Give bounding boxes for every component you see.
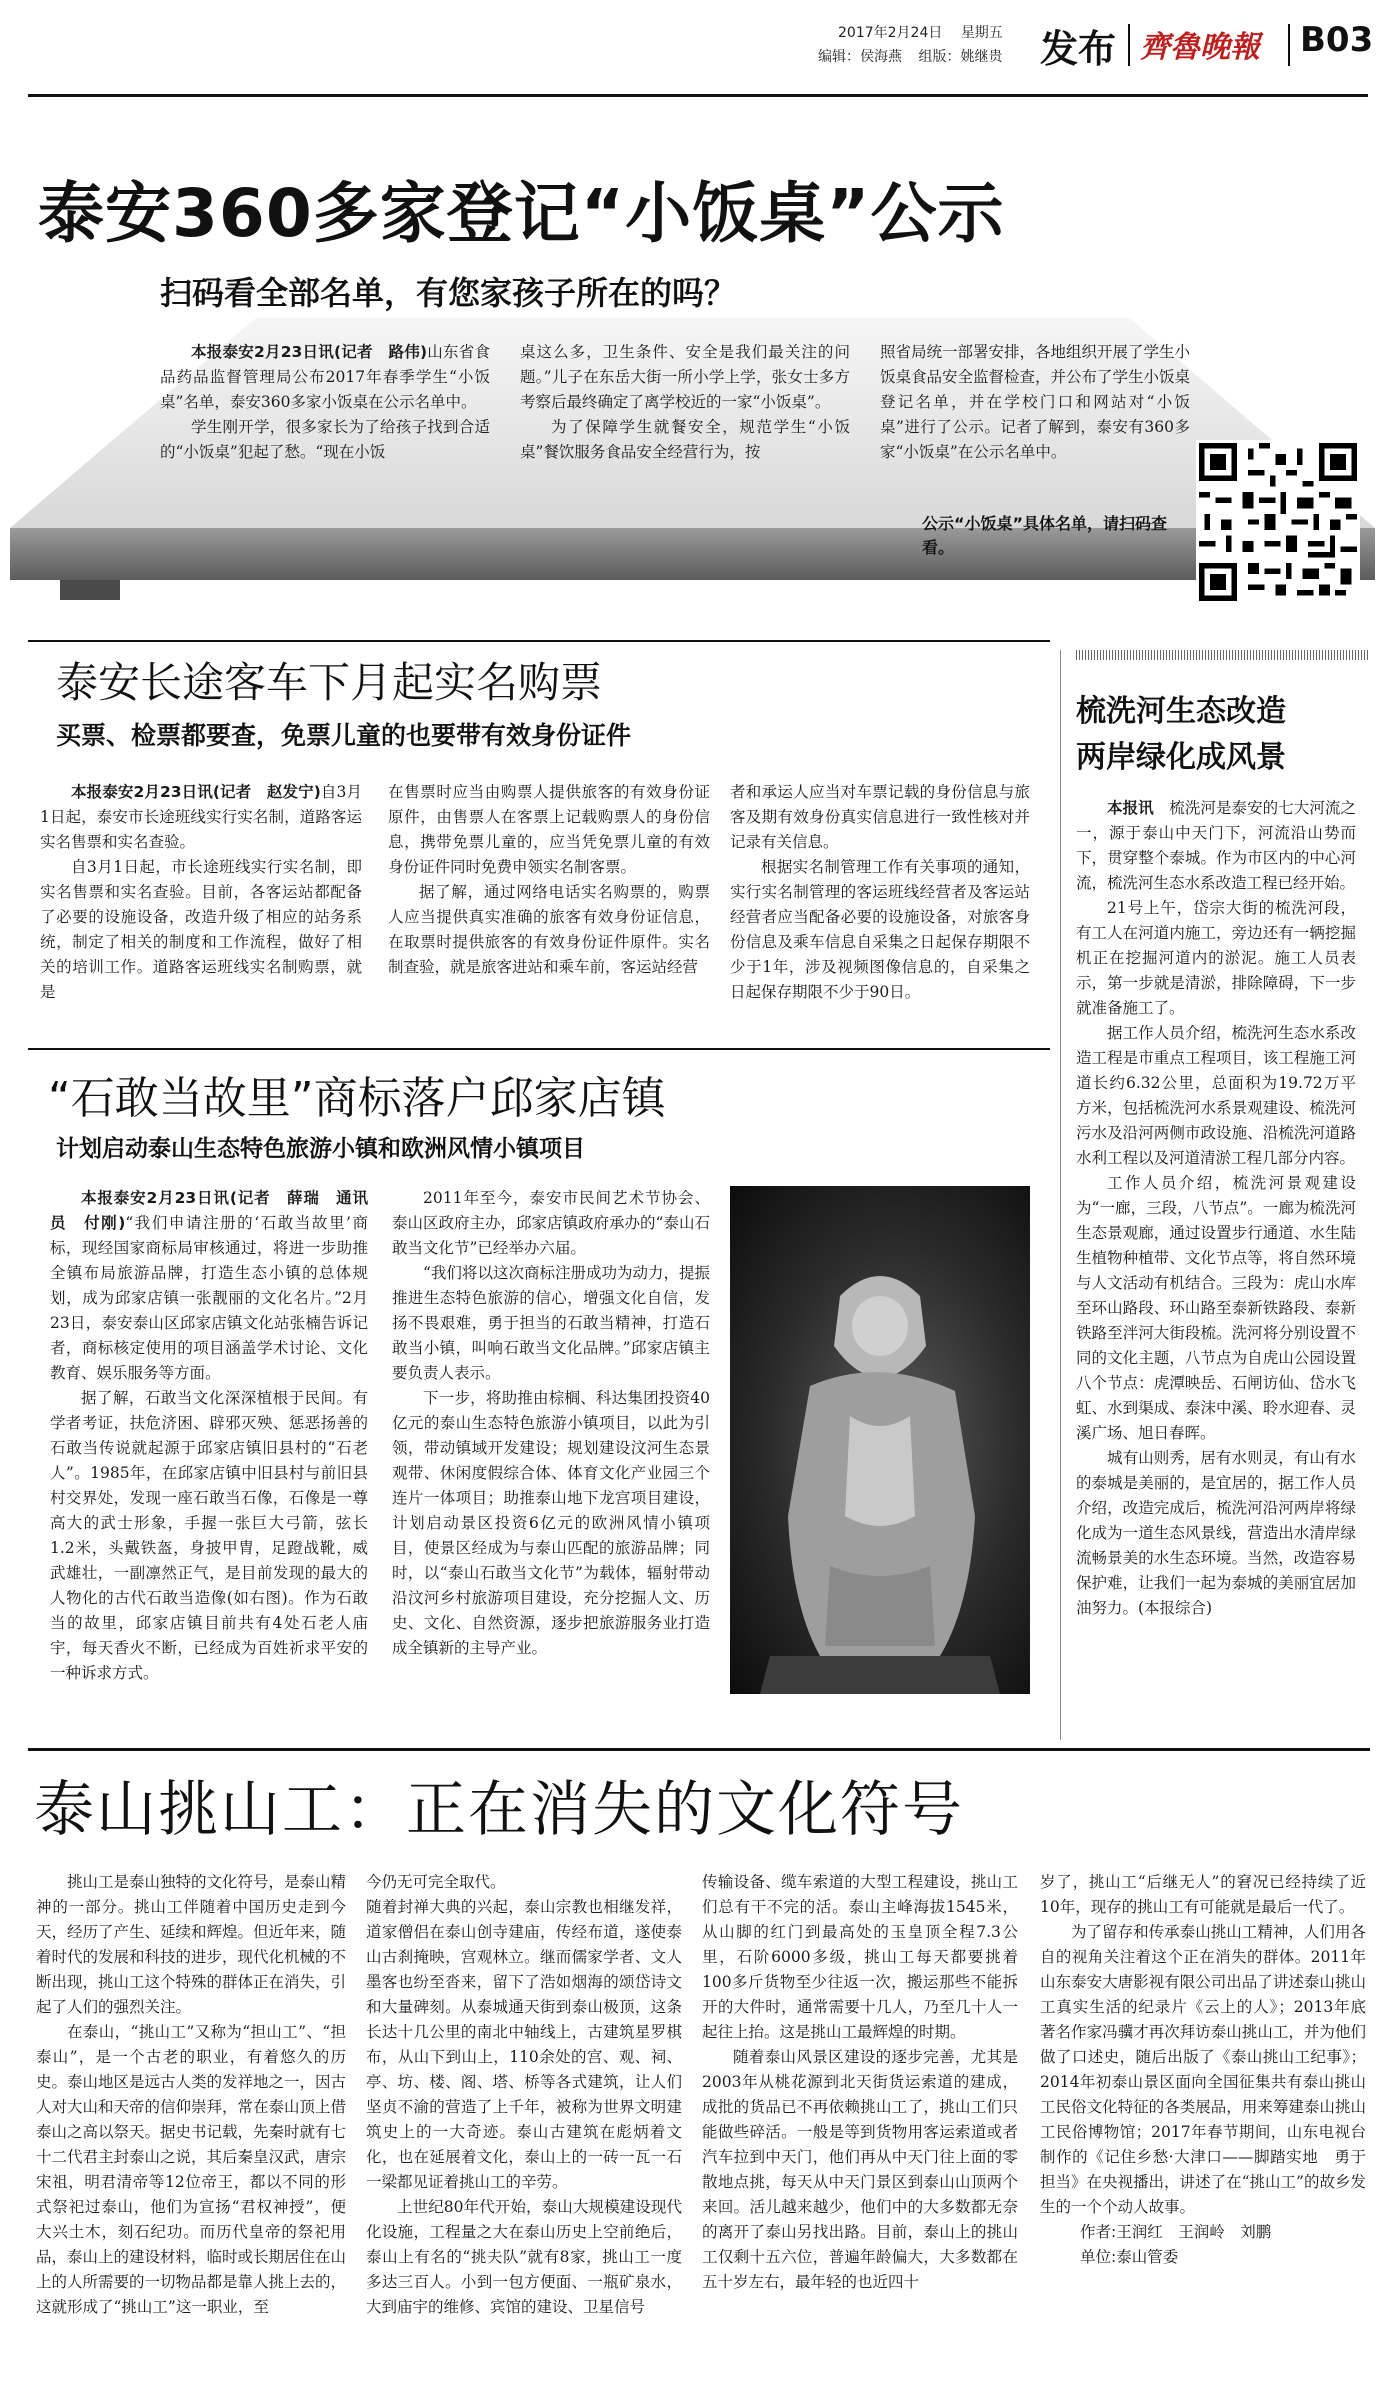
article1-col3 (880, 340, 1190, 465)
article3-text2c: 下一步，将助推由棕榈、科达集团投资40亿元的泰山生态特色旅游小镇项目，以此为引领，带动镇域开发建设；规划建设汶河生态景观带、休闲度假综合体、体育文化产业园三个连片一体项目；助推泰山地下龙宫项目建设，计划启动景区投资6亿元的欧洲风情小镇项目，使景区经成为与泰山匹配的旅游品牌；同时，以“泰山石敢当文化节”为载体，辐射带动沿汶河乡村旅游项目建设，充分挖掘人文、历史、文化、自然资源，逐步把旅游服务业打造成全镇新的主导产业。 (392, 1389, 710, 1657)
article3-subtitle: 计划启动泰山生态特色旅游小镇和欧洲风情小镇项目 (56, 1136, 585, 1162)
article1-text2a: 桌这么多，卫生条件、安全是我们最关注的问题。”儿子在东岳大街一所小学上学，张女士多方考察后最终确定了离学校近的一家“小饭桌”。 (520, 343, 850, 411)
article4-col3 (702, 1870, 1018, 2295)
editor: 编辑：侯海燕 (818, 49, 902, 65)
article4-text4a: 岁了，挑山工“后继无人”的窘况已经持续了近10年，现存的挑山工有可能就是最后一代了。 (1040, 1873, 1366, 1916)
sidebar-left-rule (1060, 650, 1061, 1740)
article3-col2 (392, 1186, 710, 1661)
header-divider (1128, 24, 1130, 66)
article2-byline: 本报泰安2月23日讯(记者 赵发宁) (71, 783, 321, 801)
sidebar-title-line2: 两岸绿化成风景 (1076, 740, 1286, 775)
article4-text2b: 随着封禅大典的兴起，泰山宗教也相继发祥，道家僧侣在泰山创寺建庙，传经布道，遂使泰山古刹掩映，宫观林立。继而儒家学者、文人墨客也纷至沓来，留下了浩如烟海的颂岱诗文和大量碑刻。从泰城通天街到泰山极顶，这条长达十几公里的南北中轴线上，古建筑星罗棋布，从山下到山上，110余处的宫、观、祠、亭、坊、楼、阁、塔、桥等各式建筑，让人们坚贞不渝的营造了上千年，被称为世界文明建筑史上的一大奇迹。泰山古建筑在彪炳着文化，也在延展着文化，泰山上的一砖一瓦一石一梁都见证着挑山工的辛劳。 (366, 1898, 682, 2191)
sidebar-text3: 据工作人员介绍，梳洗河生态水系改造工程是市重点工程项目，该工程施工河道长约6.32公里，总面积为19.72万平方米，包括梳洗河水系景观建设、梳洗河污水及沿河两侧市政设施、沿梳洗河道路水利工程以及河道清淤工程几部分内容。 (1076, 1024, 1356, 1167)
article4-col2 (366, 1870, 682, 2320)
article3-byline: 本报泰安2月23日讯(记者 薛瑞 通讯员 付刚) (50, 1189, 368, 1232)
article2-col3 (730, 780, 1030, 1005)
article3-text2a: 2011年至今，泰安市民间艺术节协会、泰山区政府主办，邱家店镇政府承办的“泰山石敢当文化节”已经举办六届。 (392, 1189, 710, 1257)
article2-text3b: 根据实名制管理工作有关事项的通知，实行实名制管理的客运班线经营者及客运站经营者应当配备必要的设施设备，对旅客身份信息及乘车信息自采集之日起保存期限不少于1年，涉及视频图像信息的，自采集之日起保存期限不少于90日。 (730, 858, 1030, 1001)
weekday: 星期五 (960, 25, 1003, 41)
article4-unit: 单位:泰山管委 (1080, 2248, 1179, 2266)
article3-text2b: “我们将以这次商标注册成功为动力，提振推进生态特色旅游的信心，增强文化自信，发扬不畏艰难，勇于担当的石敢当精神，打造石敢当小镇，叫响石敢当文化品牌。”邱家店镇主要负责人表示。 (392, 1264, 710, 1382)
article1-byline: 本报泰安2月23日讯(记者 路伟) (191, 343, 428, 361)
article4-authors: 作者:王润红 王润岭 刘鹏 (1080, 2223, 1272, 2241)
statue-photo (730, 1186, 1030, 1694)
article3-text1b: 据了解，石敢当文化深深植根于民间。有学者考证，扶危济困、辟邪灭殃、惩恶扬善的石敢当传说就起源于邱家店镇旧县村的“石老人”。1985年，在邱家店镇中旧县村与前旧县村交界处，发现一座石敢当石像，石像是一尊高大的武士形象，手握一张巨大弓箭，弦长1.2米，头戴铁盔，身披甲胄，足蹬战靴，威武雄壮，一副凛然正气，是目前发现的最大的人物化的古代石敢当造像(如右图)。作为石敢当的故里，邱家店镇目前共有4处石老人庙宇，每天香火不断，已经成为百姓祈求平安的一种诉求方式。 (50, 1389, 368, 1682)
article1-subtitle: 扫码看全部名单，有您家孩子所在的吗？ (160, 274, 737, 312)
article4-text2a: 今仍无可完全取代。 (366, 1873, 506, 1891)
article1-text1: 山东省食品药品监督管理局公布2017年春季学生“小饭桌”名单，泰安360多家小饭桌在公示名单中。 (160, 343, 490, 411)
article4-top-rule (28, 1748, 1370, 1751)
header-divider-2 (1288, 24, 1290, 66)
article2-text1b: 自3月1日起，市长途班线实行实名制，即实名售票和实名查验。目前，各客运站都配备了必要的设施设备，改造升级了相应的站务系统，制定了相关的制度和工作流程，做好了相关的培训工作。道路客运班线实名制购票，就是 (40, 858, 362, 1001)
article4-col4 (1040, 1870, 1366, 2270)
article1-text3: 照省局统一部署安排，各地组织开展了学生小饭桌食品安全监督检查，并公布了学生小饭桌登记名单，并在学校门口和网站对“小饭桌”进行了公示。记者了解到，泰安有360多家“小饭桌”在公示名单中。 (880, 343, 1191, 461)
article3-text1a: “我们申请注册的‘石敢当故里’商标，现经国家商标局审核通过，将进一步助推全镇布局旅游品牌，打造生态小镇的总体规划，成为邱家店镇一张靓丽的文化名片。”2月23日，泰安泰山区邱家店镇文化站张楠告诉记者，商标核定使用的项目涵盖学术讨论、文化教育、娱乐服务等方面。 (50, 1214, 368, 1382)
qr-icon (1199, 443, 1357, 601)
article1-title: 泰安360多家登记“小饭桌”公示 (38, 175, 1005, 252)
header-date (838, 22, 1003, 42)
statue-icon (730, 1186, 1030, 1694)
article2-text3a: 者和承运人应当对车票记载的身份信息与旅客及期有效身份真实信息进行一致性核对并记录有关信息。 (730, 783, 1030, 851)
article3-top-rule (28, 1048, 1050, 1050)
sidebar-body (1076, 796, 1356, 1621)
article1-text2b: 为了保障学生就餐安全，规范学生“小饭桌”餐饮服务食品安全经营行为，按 (520, 418, 850, 461)
article2-title: 泰安长途客车下月起实名购票 (56, 658, 603, 707)
section-name: 发布 (1040, 27, 1117, 71)
article4-text1a: 挑山工是泰山独特的文化符号，是泰山精神的一部分。挑山工伴随着中国历史走到今天，经历了产生、延续和辉煌。但近年来，随着时代的发展和科技的进步，现代化机械的不断出现，挑山工这个特殊的群体正在消失，引起了人们的强烈关注。 (36, 1873, 347, 2016)
article2-col2 (388, 780, 710, 980)
article4-text4b: 为了留存和传承泰山挑山工精神，人们用各自的视角关注着这个正在消失的群体。2011年山东泰安大唐影视有限公司出品了讲述泰山挑山工真实生活的纪录片《云上的人》；2013年底著名作家冯骥才再次拜访泰山挑山工，并为他们做了口述史，随后出版了《泰山挑山工纪事》；2014年初泰山景区面向全国征集共有泰山挑山工民俗文化特征的各类展品，用来筹建泰山挑山工民俗博物馆；2017年春节期间，山东电视台制作的《记住乡愁·大津口——脚踏实地 勇于担当》在央视播出，讲述了在“挑山工”的故乡发生的一个个动人故事。 (1040, 1923, 1366, 2216)
paper-logo: 齊魯晚報 (1140, 30, 1260, 65)
article1-col1 (160, 340, 490, 465)
sidebar-text4: 工作人员介绍，梳洗河景观建设为“一廊，三段，八节点”。一廊为梳洗河生态景观廊，通过设置步行通道、水生陆生植物种植带、文化节点等，将自然环境与人文活动有机结合。三段为：虎山水库至环山路段、环山路至泰新铁路段、泰新铁路至泮河大街段梳。洗河将分别设置不同的文化主题，八节点为自虎山公园设置八个节点：虎潭映岳、石闸访仙、岱水飞虹、水到渠成、泰沫中溪、聆水迎春、灵溪广场、旭日春晖。 (1076, 1174, 1356, 1442)
qr-code[interactable] (1196, 440, 1360, 604)
article3-col1 (50, 1186, 368, 1686)
sidebar-text5: 城有山则秀，居有水则灵，有山有水的泰城是美丽的，是宜居的，据工作人员介绍，改造完成后，梳洗河沿河两岸将绿化成为一道生态风景线，营造出水清岸绿流畅景美的水生态环境。当然，改造容易保护难，让我们一起为泰城的美丽宜居加油努力。(本报综合) (1076, 1449, 1356, 1617)
sidebar-text1: 梳洗河是泰安的七大河流之一，源于泰山中天门下，河流沿山势而下，贯穿整个泰城。作为市区内的中心河流，梳洗河生态水系改造工程已经开始。 (1076, 799, 1356, 892)
qr-caption: 公示“小饭桌”具体名单，请扫码查看。 (922, 514, 1168, 557)
sidebar-byline: 本报讯 (1107, 799, 1154, 817)
sidebar-text2: 21号上午，岱宗大街的梳洗河段，有工人在河道内施工，旁边还有一辆挖掘机正在挖掘河道内的淤泥。施工人员表示，第一步就是清淤，排除障碍，下一步就准备施工了。 (1076, 899, 1356, 1017)
header-staff (818, 46, 1002, 66)
layout-editor: 组版：姚继贵 (918, 49, 1003, 65)
article1-col2 (520, 340, 850, 465)
page-number: B03 (1300, 20, 1374, 60)
date: 2017年2月24日 (838, 25, 943, 41)
article2-top-rule (28, 640, 1050, 642)
article2-text2b: 据了解，通过网络电话实名购票的，购票人应当提供真实准确的旅客有效身份证信息，在取票时提供旅客的有效身份证件原件。实名制查验，就是旅客进站和乘车前，客运站经营 (388, 883, 710, 976)
sidebar-title-line1: 梳洗河生态改造 (1076, 694, 1286, 729)
article2-subtitle: 买票、检票都要查，免票儿童的也要带有效身份证件 (56, 721, 632, 750)
article2-col1 (40, 780, 362, 1005)
article4-col1 (36, 1870, 346, 2320)
article1-text1b: 学生刚开学，很多家长为了给孩子找到合适的“小饭桌”犯起了愁。“现在小饭 (160, 418, 490, 461)
article4-text2c: 上世纪80年代开始，泰山大规模建设现代化设施，工程量之大在泰山历史上空前绝后，泰山上有名的“挑夫队”就有8家，挑山工一度多达三百人。小到一包方便面、一瓶矿泉水，大到庙宇的维修、宾馆的建设、卫星信号 (366, 2198, 682, 2316)
header-rule (28, 94, 1368, 97)
article4-text3b: 随着泰山风景区建设的逐步完善，尤其是2003年从桃花源到北天街货运索道的建成，成批的货品已不再依赖挑山工了，挑山工们只能做些碎活。一般是等到货物用客运索道或者汽车拉到中天门，他们再从中天门往上面的零散地点挑，每天从中天门景区到泰山山顶两个来回。活儿越来越少，他们中的大多数都无奈的离开了泰山另找出路。目前，泰山上的挑山工仅剩十五六位，普遍年龄偏大，大多数都在五十岁左右，最年轻的也近四十 (702, 2048, 1018, 2291)
article4-title: 泰山挑山工：正在消失的文化符号 (34, 1775, 964, 1845)
article4-text3a: 传输设备、缆车索道的大型工程建设，挑山工们总有干不完的活。泰山主峰海拔1545米，从山脚的红门到最高处的玉皇顶全程7.3公里，石阶6000多级，挑山工每天都要挑着100多斤货物至少往返一次，搬运那些不能拆开的大件时，通常需要十几人，乃至几十人一起往上抬。这是挑山工最辉煌的时期。 (702, 1873, 1018, 2041)
sidebar-hatch (1076, 650, 1370, 660)
article4-text1b: 在泰山，“挑山工”又称为“担山工”、“担泰山”，是一个古老的职业，有着悠久的历史。泰山地区是远古人类的发祥地之一，因古人对大山和天帝的信仰崇拜，常在泰山顶上借泰山之高以祭天。据史书记载，先秦时就有七十二代君主封泰山之说，其后秦皇汉武，唐宗宋祖，明君清帝等12位帝王，都以不同的形式祭祀过泰山，他们为宣扬“君权神授”，便大兴土木，刻石纪功。而历代皇帝的祭祀用品，泰山上的建设材料，临时或长期居住在山上的人所需要的一切物品都是靠人挑上去的，这就形成了“挑山工”这一职业，至 (36, 2023, 347, 2316)
article2-text2a: 在售票时应当由购票人提供旅客的有效身份证原件，由售票人在客票上记载购票人的身份信息，携带免票儿童的，应当凭免票儿童的有效身份证件同时免费申领实名制客票。 (388, 783, 710, 876)
article3-title: “石敢当故里”商标落户邱家店镇 (48, 1073, 666, 1124)
bench-leg-left (60, 580, 120, 600)
article2-text1a: 自3月1日起，泰安市长途班线实行实名制，道路客运实名售票和实名查验。 (40, 783, 362, 851)
